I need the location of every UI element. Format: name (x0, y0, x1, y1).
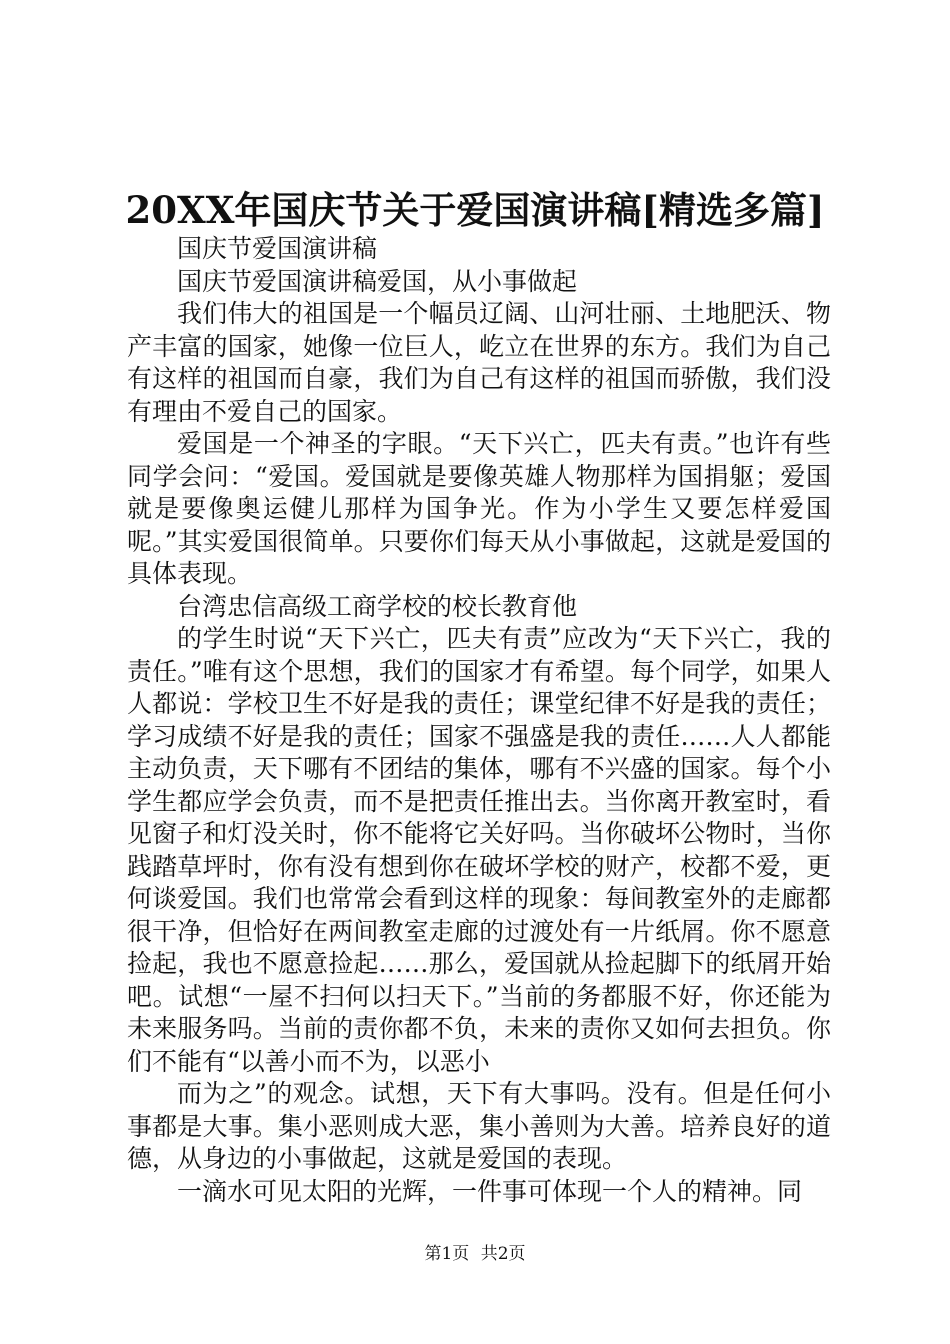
paragraph: 的学生时说“天下兴亡，匹夫有责”应改为“天下兴亡，我的责任。”唯有这个思想，我们的国家才有希望。每个同学，如果人人都说：学校卫生不好是我的责任；课堂纪律不好是我的责任；学习成绩不好是我的责任；国家不强盛是我的责任……人人都能主动负责，天下哪有不团结的集体，哪有不兴盛的国家。每个小学生都应学会负责，而不是把责任推出去。当你离开教室时，看见窗子和灯没关时，你不能将它关好吗。当你破坏公物时，当你践踏草坪时，你有没有想到你在破坏学校的财产，校都不爱，更何谈爱国。我们也常常会看到这样的现象：每间教室外的走廊都很干净，但恰好在两间教室走廊的过渡处有一片纸屑。你不愿意捡起，我也不愿意捡起……那么，爱国就从捡起脚下的纸屑开始吧。试想“一屋不扫何以扫天下。”当前的务都服不好，你还能为未来服务吗。当前的责你都不负，未来的责你又如何去担负。你们不能有“以善小而不为，以恶小 (127, 624, 831, 1076)
paragraph-subtitle: 国庆节爱国演讲稿 (177, 234, 378, 263)
paragraph-heading: 国庆节爱国演讲稿爱国，从小事做起 (177, 266, 578, 296)
paragraph: 而为之”的观念。试想，天下有大事吗。没有。但是任何小事都是大事。集小恶则成大恶，集小善则为大善。培养良好的道德，从身边的小事做起，这就是爱国的表现。 (127, 1079, 831, 1173)
page-total: 共2页 (480, 1244, 526, 1264)
paragraph: 爱国是一个神圣的字眼。“天下兴亡，匹夫有责。”也许有些同学会问：“爱国。爱国就是要像英雄人物那样为国捐躯；爱国就是要像奥运健儿那样为国争光。作为小学生又要怎样爱国呢。”其实爱国很简单。只要你们每天从小事做起，这就是爱国的具体表现。 (127, 429, 831, 588)
paragraph: 一滴水可见太阳的光辉，一件事可体现一个人的精神。同 (177, 1176, 803, 1206)
page-footer (0, 1243, 950, 1265)
paragraph: 我们伟大的祖国是一个幅员辽阔、山河壮丽、土地肥沃、物产丰富的国家，她像一位巨人，屹立在世界的东方。我们为自己有这样的祖国而自豪，我们为自己有这样的祖国而骄傲，我们没有理由不爱自己的国家。 (127, 299, 831, 426)
paragraph: 台湾忠信高级工商学校的校长教育他 (177, 591, 578, 621)
document-body (127, 233, 831, 1208)
document-title: 20XX年国庆节关于爱国演讲稿[精选多篇] (125, 188, 825, 232)
page-number: 第1页 (424, 1244, 470, 1264)
